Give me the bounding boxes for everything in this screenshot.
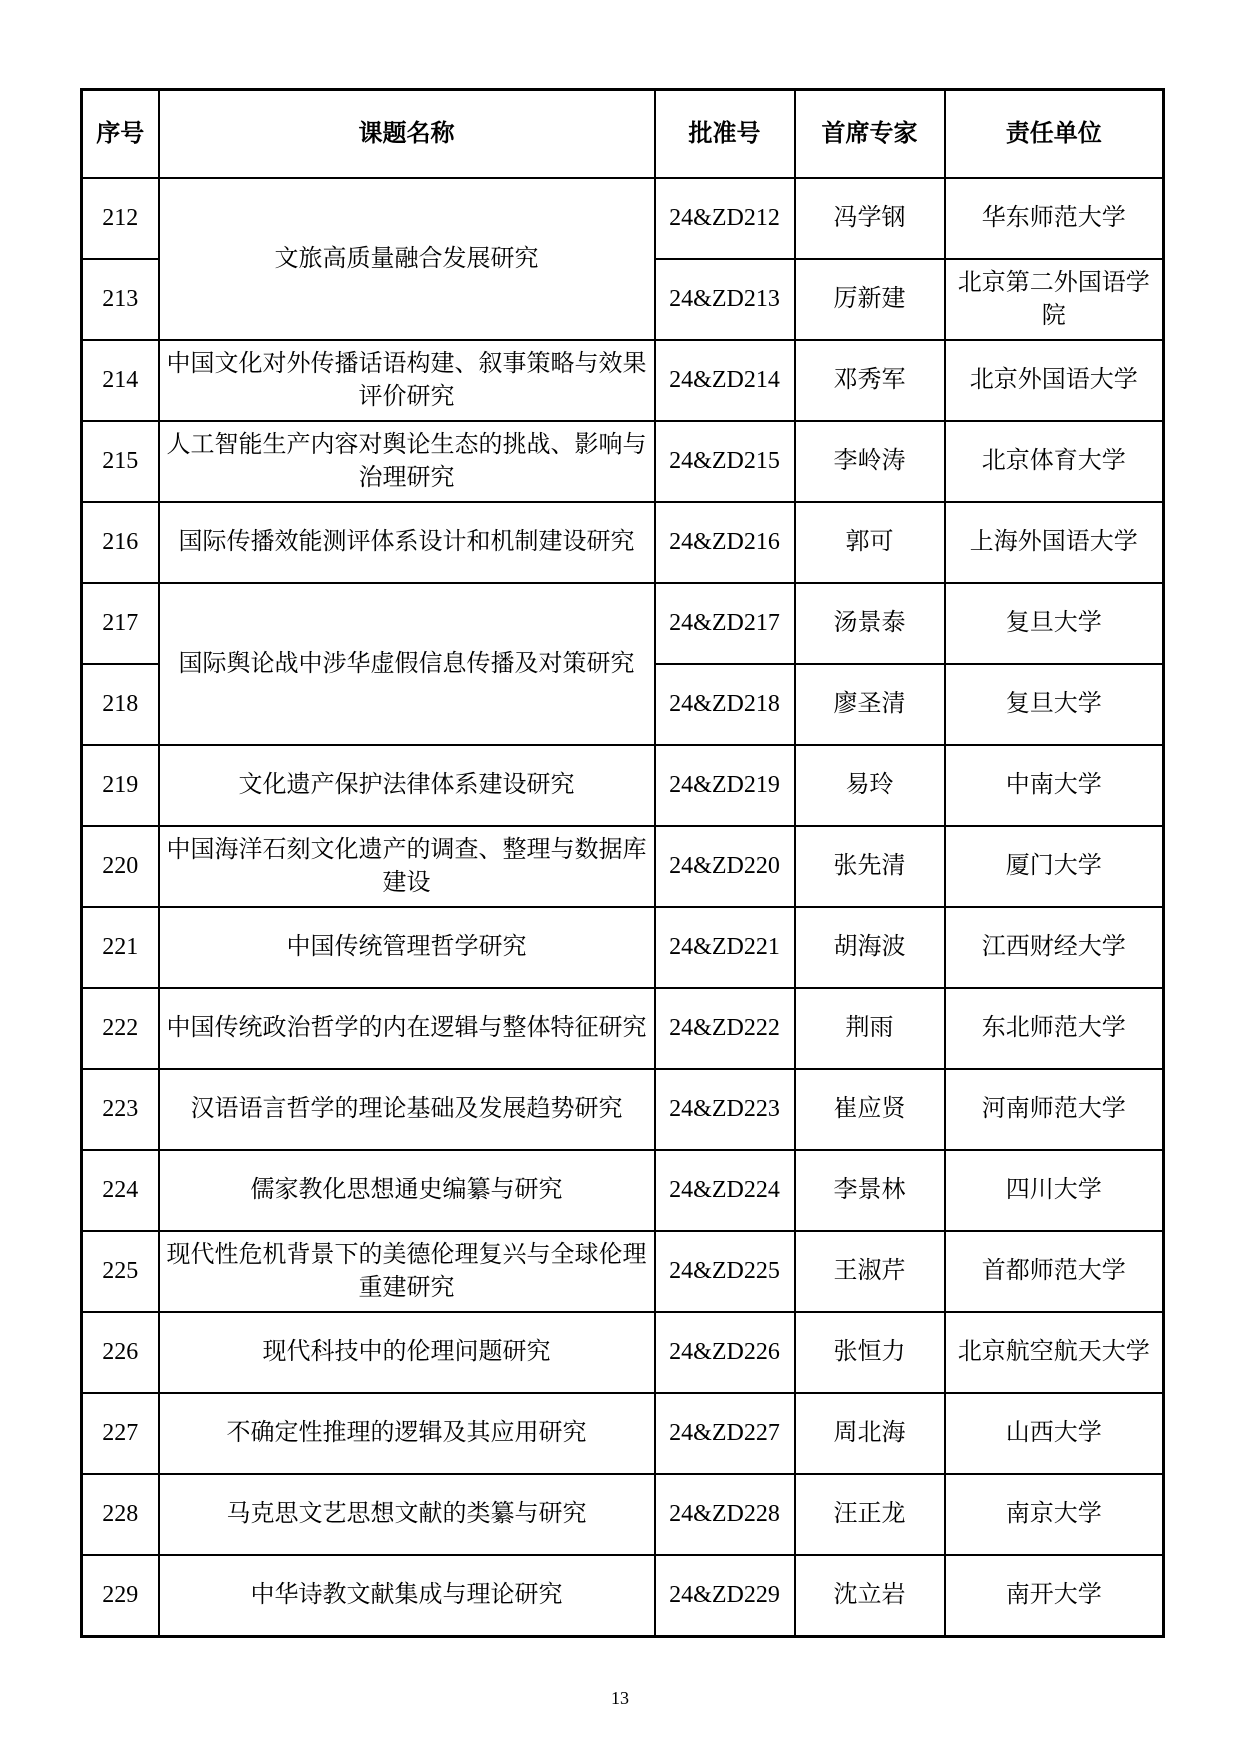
cell-serial-number: 229 <box>82 1555 159 1636</box>
cell-approval-number: 24&ZD226 <box>655 1312 795 1393</box>
cell-chief-expert: 易玲 <box>795 745 945 826</box>
cell-serial-number: 218 <box>82 664 159 745</box>
cell-project-title: 文旅高质量融合发展研究 <box>159 178 655 340</box>
cell-project-title: 中国传统政治哲学的内在逻辑与整体特征研究 <box>159 988 655 1069</box>
cell-responsible-unit: 中南大学 <box>945 745 1164 826</box>
table-row <box>82 745 1164 826</box>
col-header-project-title: 课题名称 <box>159 90 655 179</box>
cell-approval-number: 24&ZD222 <box>655 988 795 1069</box>
cell-chief-expert: 李岭涛 <box>795 421 945 502</box>
cell-project-title: 不确定性推理的逻辑及其应用研究 <box>159 1393 655 1474</box>
cell-responsible-unit: 江西财经大学 <box>945 907 1164 988</box>
cell-chief-expert: 汤景泰 <box>795 583 945 664</box>
cell-approval-number: 24&ZD225 <box>655 1231 795 1312</box>
table-row <box>82 988 1164 1069</box>
cell-chief-expert: 厉新建 <box>795 259 945 340</box>
cell-chief-expert: 郭可 <box>795 502 945 583</box>
cell-approval-number: 24&ZD213 <box>655 259 795 340</box>
cell-chief-expert: 邓秀军 <box>795 340 945 421</box>
cell-approval-number: 24&ZD220 <box>655 826 795 907</box>
col-header-responsible-unit: 责任单位 <box>945 90 1164 179</box>
table-row <box>82 340 1164 421</box>
cell-serial-number: 223 <box>82 1069 159 1150</box>
cell-serial-number: 214 <box>82 340 159 421</box>
cell-serial-number: 215 <box>82 421 159 502</box>
table-row <box>82 583 1164 664</box>
col-header-approval-number: 批准号 <box>655 90 795 179</box>
cell-chief-expert: 张先清 <box>795 826 945 907</box>
table-row <box>82 1231 1164 1312</box>
cell-chief-expert: 胡海波 <box>795 907 945 988</box>
cell-approval-number: 24&ZD228 <box>655 1474 795 1555</box>
cell-serial-number: 219 <box>82 745 159 826</box>
cell-chief-expert: 冯学钢 <box>795 178 945 259</box>
cell-approval-number: 24&ZD212 <box>655 178 795 259</box>
cell-chief-expert: 汪正龙 <box>795 1474 945 1555</box>
cell-project-title: 中国海洋石刻文化遗产的调查、整理与数据库建设 <box>159 826 655 907</box>
table-row <box>82 1474 1164 1555</box>
cell-approval-number: 24&ZD215 <box>655 421 795 502</box>
table-row <box>82 907 1164 988</box>
cell-serial-number: 216 <box>82 502 159 583</box>
cell-responsible-unit: 北京外国语大学 <box>945 340 1164 421</box>
table-row <box>82 421 1164 502</box>
cell-responsible-unit: 南京大学 <box>945 1474 1164 1555</box>
cell-project-title: 文化遗产保护法律体系建设研究 <box>159 745 655 826</box>
cell-responsible-unit: 厦门大学 <box>945 826 1164 907</box>
cell-approval-number: 24&ZD221 <box>655 907 795 988</box>
projects-table <box>80 88 1165 1638</box>
cell-responsible-unit: 山西大学 <box>945 1393 1164 1474</box>
cell-responsible-unit: 首都师范大学 <box>945 1231 1164 1312</box>
cell-serial-number: 225 <box>82 1231 159 1312</box>
cell-responsible-unit: 北京航空航天大学 <box>945 1312 1164 1393</box>
cell-approval-number: 24&ZD223 <box>655 1069 795 1150</box>
cell-project-title: 马克思文艺思想文献的类纂与研究 <box>159 1474 655 1555</box>
cell-approval-number: 24&ZD219 <box>655 745 795 826</box>
table-row <box>82 178 1164 259</box>
cell-project-title: 现代科技中的伦理问题研究 <box>159 1312 655 1393</box>
cell-project-title: 中国文化对外传播话语构建、叙事策略与效果评价研究 <box>159 340 655 421</box>
cell-approval-number: 24&ZD229 <box>655 1555 795 1636</box>
cell-chief-expert: 李景林 <box>795 1150 945 1231</box>
cell-serial-number: 227 <box>82 1393 159 1474</box>
cell-approval-number: 24&ZD216 <box>655 502 795 583</box>
cell-project-title: 中华诗教文献集成与理论研究 <box>159 1555 655 1636</box>
cell-serial-number: 220 <box>82 826 159 907</box>
table-row <box>82 502 1164 583</box>
cell-responsible-unit: 华东师范大学 <box>945 178 1164 259</box>
table-row <box>82 1312 1164 1393</box>
cell-chief-expert: 张恒力 <box>795 1312 945 1393</box>
cell-responsible-unit: 东北师范大学 <box>945 988 1164 1069</box>
cell-serial-number: 213 <box>82 259 159 340</box>
cell-responsible-unit: 复旦大学 <box>945 664 1164 745</box>
table-header-row <box>82 90 1164 179</box>
cell-chief-expert: 荆雨 <box>795 988 945 1069</box>
cell-serial-number: 226 <box>82 1312 159 1393</box>
cell-responsible-unit: 上海外国语大学 <box>945 502 1164 583</box>
cell-responsible-unit: 南开大学 <box>945 1555 1164 1636</box>
cell-approval-number: 24&ZD227 <box>655 1393 795 1474</box>
cell-approval-number: 24&ZD214 <box>655 340 795 421</box>
cell-responsible-unit: 北京第二外国语学院 <box>945 259 1164 340</box>
cell-chief-expert: 沈立岩 <box>795 1555 945 1636</box>
table-row <box>82 1069 1164 1150</box>
col-header-serial-number: 序号 <box>82 90 159 179</box>
cell-project-title: 汉语语言哲学的理论基础及发展趋势研究 <box>159 1069 655 1150</box>
cell-approval-number: 24&ZD217 <box>655 583 795 664</box>
cell-serial-number: 224 <box>82 1150 159 1231</box>
cell-project-title: 国际舆论战中涉华虚假信息传播及对策研究 <box>159 583 655 745</box>
cell-serial-number: 222 <box>82 988 159 1069</box>
cell-serial-number: 228 <box>82 1474 159 1555</box>
cell-project-title: 中国传统管理哲学研究 <box>159 907 655 988</box>
page-number: 13 <box>611 1688 629 1708</box>
table-row <box>82 1393 1164 1474</box>
cell-responsible-unit: 河南师范大学 <box>945 1069 1164 1150</box>
cell-project-title: 现代性危机背景下的美德伦理复兴与全球伦理重建研究 <box>159 1231 655 1312</box>
cell-responsible-unit: 北京体育大学 <box>945 421 1164 502</box>
cell-chief-expert: 崔应贤 <box>795 1069 945 1150</box>
cell-responsible-unit: 四川大学 <box>945 1150 1164 1231</box>
table-row <box>82 826 1164 907</box>
cell-approval-number: 24&ZD218 <box>655 664 795 745</box>
cell-chief-expert: 王淑芹 <box>795 1231 945 1312</box>
cell-serial-number: 212 <box>82 178 159 259</box>
cell-serial-number: 221 <box>82 907 159 988</box>
cell-project-title: 儒家教化思想通史编纂与研究 <box>159 1150 655 1231</box>
cell-serial-number: 217 <box>82 583 159 664</box>
projects-table-body <box>82 178 1164 1636</box>
cell-responsible-unit: 复旦大学 <box>945 583 1164 664</box>
table-row <box>82 1150 1164 1231</box>
cell-project-title: 人工智能生产内容对舆论生态的挑战、影响与治理研究 <box>159 421 655 502</box>
cell-chief-expert: 廖圣清 <box>795 664 945 745</box>
table-row <box>82 1555 1164 1636</box>
col-header-chief-expert: 首席专家 <box>795 90 945 179</box>
cell-approval-number: 24&ZD224 <box>655 1150 795 1231</box>
cell-project-title: 国际传播效能测评体系设计和机制建设研究 <box>159 502 655 583</box>
cell-chief-expert: 周北海 <box>795 1393 945 1474</box>
